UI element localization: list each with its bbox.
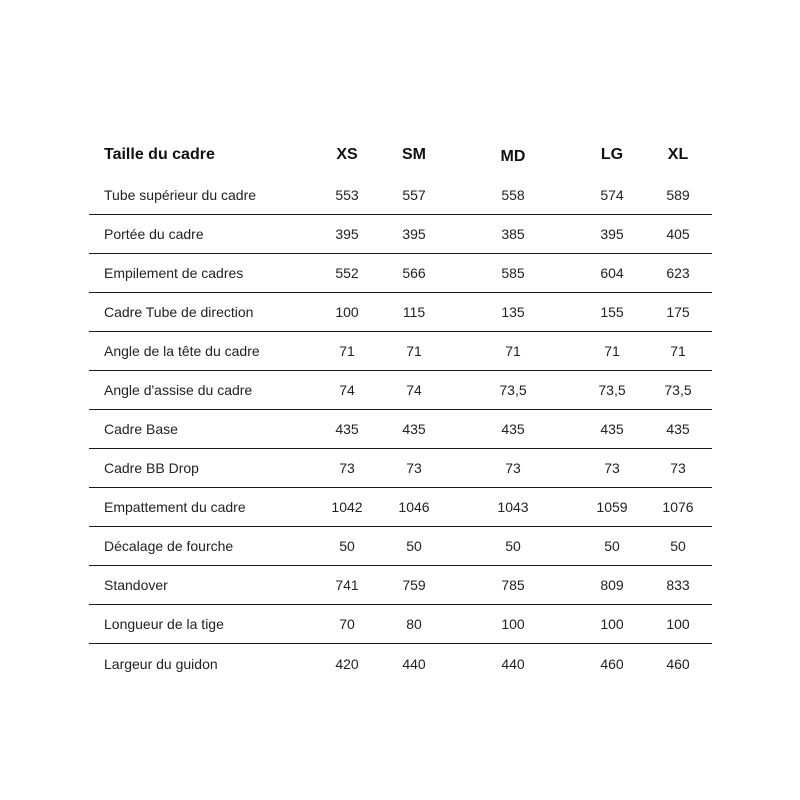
table-row [89,254,712,293]
row-value: 100 [501,616,525,632]
row-value: 435 [335,421,359,437]
row-value: 175 [666,304,690,320]
row-label: Cadre Tube de direction [104,304,254,320]
row-value: 574 [600,187,624,203]
table-body [89,176,712,683]
row-value: 135 [501,304,525,320]
row-value: 553 [335,187,359,203]
row-value: 435 [600,421,624,437]
table-row [89,449,712,488]
table-row [89,410,712,449]
row-value: 558 [501,187,525,203]
geometry-table [89,134,712,683]
row-value: 71 [505,343,521,359]
row-value: 589 [666,187,690,203]
table-row [89,644,712,683]
table-row [89,215,712,254]
table-row [89,332,712,371]
header-size-sm: SM [402,146,426,163]
row-value: 155 [600,304,624,320]
header-size-lg: LG [600,146,624,163]
table-row [89,527,712,566]
row-value: 50 [505,538,521,554]
table-row [89,371,712,410]
row-value: 50 [670,538,686,554]
row-value: 809 [600,577,624,593]
row-value: 833 [666,577,690,593]
row-value: 73,5 [499,382,527,398]
row-label: Cadre BB Drop [104,460,199,476]
row-value: 1042 [331,499,363,515]
row-label: Angle de la tête du cadre [104,343,260,359]
row-value: 80 [406,616,422,632]
row-label: Angle d'assise du cadre [104,382,253,398]
row-value: 440 [501,655,525,672]
row-value: 71 [339,343,355,359]
header-label: Taille du cadre [104,146,215,163]
row-value: 741 [335,577,359,593]
row-value: 74 [339,382,355,398]
row-value: 74 [406,382,422,398]
row-label: Tube supérieur du cadre [104,187,257,203]
header-size-xs: XS [336,146,358,163]
row-value: 100 [335,304,359,320]
row-value: 71 [406,343,422,359]
row-value: 435 [402,421,426,437]
row-value: 100 [666,616,690,632]
row-value: 1059 [596,499,628,515]
row-value: 604 [600,265,624,281]
table-row [89,293,712,332]
row-value: 435 [666,421,690,437]
row-value: 585 [501,265,525,281]
row-label: Longueur de la tige [104,616,224,632]
header-size-xl: XL [667,146,689,163]
table-row [89,566,712,605]
row-value: 70 [339,616,355,632]
row-value: 566 [402,265,426,281]
row-value: 73 [339,460,355,476]
table-row [89,488,712,527]
row-value: 73 [670,460,686,476]
row-value: 73,5 [664,382,692,398]
row-label: Largeur du guidon [104,655,218,672]
row-value: 420 [335,655,359,672]
row-value: 552 [335,265,359,281]
table-row [89,176,712,215]
row-value: 73 [604,460,620,476]
header-size-md: MD [500,148,526,165]
row-label: Portée du cadre [104,226,204,242]
row-value: 395 [402,226,426,242]
row-label: Décalage de fourche [104,538,234,554]
row-value: 623 [666,265,690,281]
row-label: Standover [104,577,168,593]
row-label: Empilement de cadres [104,265,244,281]
row-value: 71 [670,343,686,359]
row-label: Cadre Base [104,421,178,437]
row-value: 395 [335,226,359,242]
row-value: 460 [666,655,690,672]
row-value: 71 [604,343,620,359]
table-row [89,605,712,644]
row-value: 557 [402,187,426,203]
row-value: 100 [600,616,624,632]
row-value: 385 [501,226,525,242]
row-value: 50 [604,538,620,554]
row-value: 1076 [662,499,694,515]
row-value: 73,5 [598,382,626,398]
row-value: 395 [600,226,624,242]
row-value: 1043 [497,499,529,515]
row-value: 785 [501,577,525,593]
row-value: 440 [402,655,426,672]
row-value: 435 [501,421,525,437]
row-label: Empattement du cadre [104,499,246,515]
row-value: 460 [600,655,624,672]
row-value: 115 [402,304,426,320]
table-header-row [89,134,712,176]
row-value: 405 [666,226,690,242]
row-value: 1046 [398,499,430,515]
row-value: 50 [406,538,422,554]
row-value: 50 [339,538,355,554]
row-value: 759 [402,577,426,593]
row-value: 73 [406,460,422,476]
row-value: 73 [505,460,521,476]
